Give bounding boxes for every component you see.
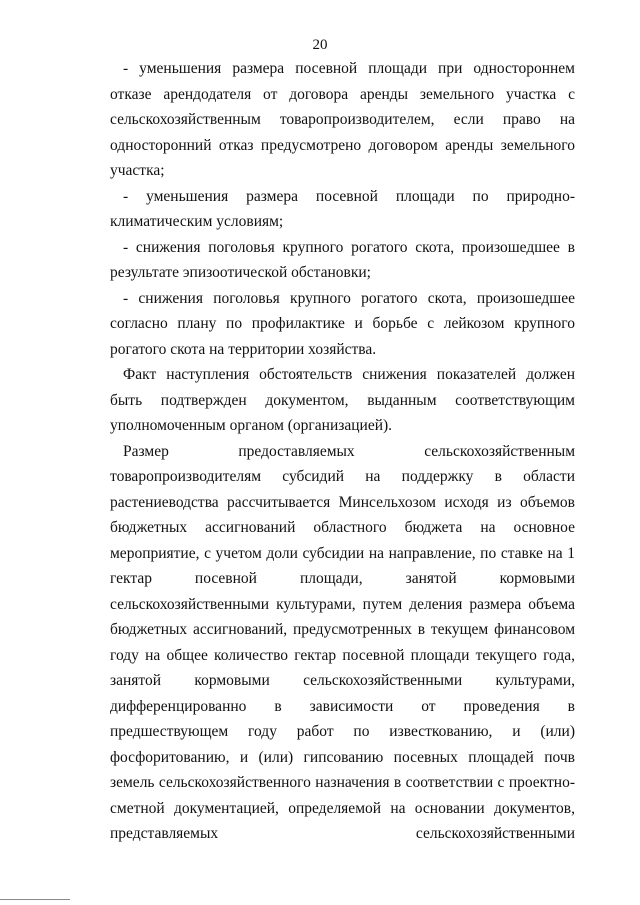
page-number: 20 bbox=[312, 37, 328, 53]
paragraph: - снижения поголовья крупного рогатого скота, произошедшее в результате эпизоотической обстановки; bbox=[110, 238, 575, 281]
paragraph: - снижения поголовья крупного рогатого скота, произошедшее согласно плану по профилактике и борьбе с лейкозом крупного рогатого скота на территории хозяйства. bbox=[110, 289, 575, 358]
paragraph: - уменьшения размера посевной площади при одностороннем отказе арендодателя от договора аренды земельного участка с сельскохозяйственным товаропроизводителем, если право на односторонний отказ предусмотрено договором аренды земельного участка; bbox=[110, 60, 575, 179]
paragraph: Размер предоставляемых сельскохозяйственным товаропроизводителям субсидий на поддержку в области растениеводства рассчитывается Минсельхозом исходя из объемов бюджетных ассигнований областного бюджета на основное мероприятие, с учетом доли субсидии на направление, по ставке на 1 гектар посевной площади, занятой кормовыми сельскохозяйственными культурами, путем деления размера объема бюджетных ассигнований, предусмотренных в текущем финансовом году на общее количество гектар посевной площади текущего года, занятой кормовыми сельскохозяйственными культурами, дифференцированно в зависимости от проведения в предшествующем году работ по известкованию, и (или) фосфоритованию, и (или) гипсованию посевных площадей почв земель сельскохозяйственного назначения в соответствии с проектно-сметной документацией, определяемой на основании документов, представляемых сельскохозяйственными bbox=[110, 442, 575, 842]
paragraph: Факт наступления обстоятельств снижения показателей должен быть подтвержден документом, выданным соответствующим уполномоченным органом (организацией). bbox=[110, 366, 575, 434]
scan-edge-line bbox=[0, 899, 70, 900]
document-body bbox=[110, 56, 575, 847]
paragraph: - уменьшения размера посевной площади по природно-климатическим условиям; bbox=[110, 187, 575, 230]
